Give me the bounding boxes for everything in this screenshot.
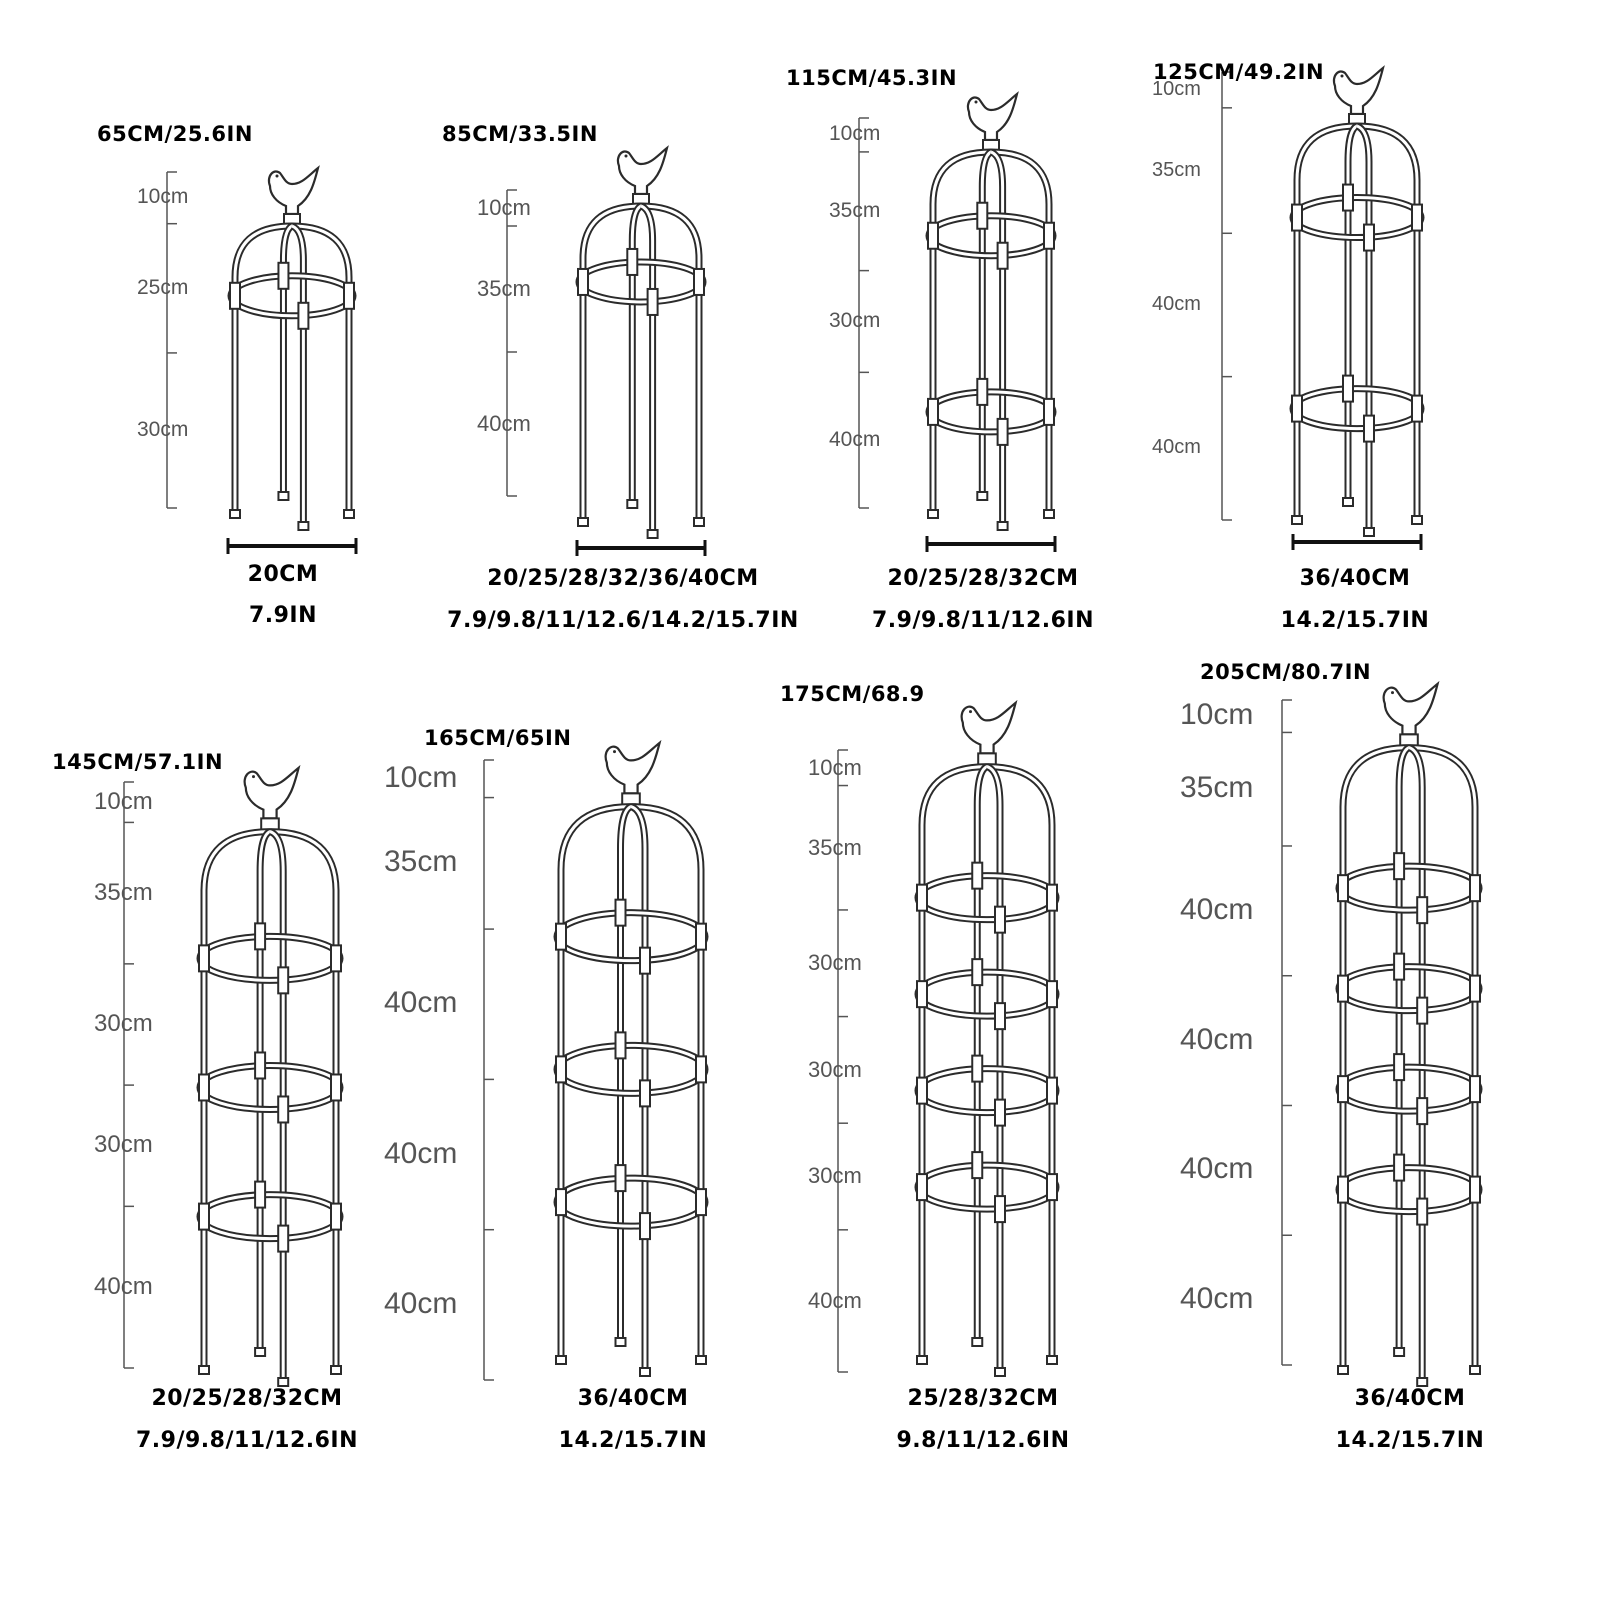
leg-foot xyxy=(1338,1366,1348,1374)
leg-foot xyxy=(1394,1348,1404,1356)
diameter-cm-label: 25/28/32CM xyxy=(907,1386,1059,1411)
ring-inner xyxy=(231,276,353,316)
leg-foot xyxy=(977,492,987,500)
diameter-in-label: 9.8/11/12.6IN xyxy=(896,1428,1070,1453)
segment-label: 30cm xyxy=(829,308,881,332)
ring-clip xyxy=(972,1152,982,1178)
ring-inner xyxy=(200,936,340,980)
ring-clip xyxy=(1047,1174,1057,1200)
leg-foot xyxy=(278,492,288,500)
outer-arch xyxy=(922,767,1052,1356)
ring-clip xyxy=(1343,185,1353,211)
diameter-cm-label: 20/25/28/32CM xyxy=(151,1386,343,1411)
height-label: 115CM/45.3IN xyxy=(786,66,958,90)
leg-foot xyxy=(648,530,658,538)
ring-clip xyxy=(696,1189,706,1215)
height-label: 65CM/25.6IN xyxy=(97,122,253,146)
leg-foot xyxy=(1044,510,1054,518)
leg-foot xyxy=(998,522,1008,530)
ring-clip xyxy=(972,863,982,889)
ring-clip xyxy=(928,223,938,249)
segment-label: 35cm xyxy=(808,834,862,860)
leg-foot xyxy=(1047,1356,1057,1364)
ring-clip xyxy=(1343,376,1353,402)
ring-clip xyxy=(556,1189,566,1215)
leg-foot xyxy=(640,1368,650,1376)
inner-leg xyxy=(1357,126,1369,528)
ring-clip xyxy=(616,1165,626,1191)
trellis-2 xyxy=(507,148,705,556)
ring-inner xyxy=(1339,866,1479,910)
ring-clip xyxy=(1412,205,1422,231)
outer-arch xyxy=(235,226,349,510)
ring-clip xyxy=(578,269,588,295)
ring-clip xyxy=(1047,1078,1057,1104)
ring-clip xyxy=(556,1056,566,1082)
height-scale xyxy=(507,190,517,496)
ring-clip xyxy=(917,981,927,1007)
outer-arch-inner xyxy=(235,226,349,510)
outer-arch-inner xyxy=(933,152,1049,510)
height-scale xyxy=(167,172,177,508)
ring-inner xyxy=(1339,1067,1479,1111)
ring-clip xyxy=(1044,223,1054,249)
outer-arch-inner xyxy=(561,807,701,1356)
ring-clip xyxy=(1412,396,1422,422)
ring-clip xyxy=(998,243,1008,269)
leg-foot xyxy=(199,1366,209,1374)
trellis-3 xyxy=(859,94,1055,552)
ring-clip xyxy=(1394,1155,1404,1181)
diameter-in-label: 7.9/9.8/11/12.6/14.2/15.7IN xyxy=(447,608,799,633)
diameter-in-label: 7.9IN xyxy=(248,603,318,628)
segment-label: 40cm xyxy=(1180,1282,1254,1316)
leg-foot xyxy=(972,1338,982,1346)
inner-leg-inner xyxy=(977,767,987,1338)
ring-inner xyxy=(1339,967,1479,1011)
ring-inner xyxy=(929,216,1053,256)
segment-label: 40cm xyxy=(1180,1022,1254,1056)
ring-clip xyxy=(972,959,982,985)
diameter-cm-label: 36/40CM xyxy=(1354,1386,1466,1411)
ring-clip xyxy=(1338,1076,1348,1102)
ring-inner xyxy=(918,1069,1056,1113)
inner-leg-inner xyxy=(1348,126,1357,498)
ring-inner xyxy=(1293,389,1421,429)
outer-arch xyxy=(204,832,336,1366)
segment-label: 25cm xyxy=(137,275,189,299)
ring-inner xyxy=(557,1178,705,1226)
leg-foot xyxy=(1417,1378,1427,1386)
leg-foot xyxy=(1412,516,1422,524)
trellis-6 xyxy=(484,743,706,1380)
ring-clip xyxy=(1394,1054,1404,1080)
ring-clip xyxy=(1470,875,1480,901)
ring-inner xyxy=(929,392,1053,432)
inner-leg-inner xyxy=(1399,748,1409,1348)
segment-label: 10cm xyxy=(137,185,189,209)
ring-clip xyxy=(331,1204,341,1230)
ring-clip xyxy=(648,289,658,315)
ring-clip xyxy=(278,1226,288,1252)
inner-leg-inner xyxy=(260,832,270,1348)
ring-clip xyxy=(255,1052,265,1078)
inner-leg xyxy=(292,226,303,522)
trellis-7 xyxy=(838,703,1057,1376)
diameter-in-label: 14.2/15.7IN xyxy=(1335,1428,1485,1453)
segment-label: 30cm xyxy=(808,1056,862,1082)
ring-clip xyxy=(1470,976,1480,1002)
ring-clip xyxy=(917,1174,927,1200)
ring-clip xyxy=(696,1056,706,1082)
ring-clip xyxy=(998,419,1008,445)
leg-foot xyxy=(331,1366,341,1374)
segment-label: 10cm xyxy=(94,787,153,815)
outer-arch xyxy=(561,807,701,1356)
inner-leg xyxy=(1409,748,1422,1378)
ring-clip xyxy=(278,263,288,289)
segment-label: 10cm xyxy=(829,122,881,146)
height-label: 175CM/68.9 xyxy=(780,682,925,706)
ring-clip xyxy=(1047,981,1057,1007)
ring-inner xyxy=(918,1165,1056,1209)
segment-label: 40cm xyxy=(1180,892,1254,926)
ring-clip xyxy=(255,923,265,949)
ring-clip xyxy=(1417,1098,1427,1124)
segment-label: 35cm xyxy=(94,878,153,906)
ring-clip xyxy=(230,283,240,309)
ring-clip xyxy=(1417,897,1427,923)
ring-clip xyxy=(298,303,308,329)
leg-foot xyxy=(230,510,240,518)
segment-label: 35cm xyxy=(384,845,458,879)
outer-arch-inner xyxy=(1297,126,1417,516)
leg-foot xyxy=(278,1378,288,1386)
diameter-in-label: 7.9/9.8/11/12.6IN xyxy=(871,608,1095,633)
segment-label: 10cm xyxy=(1152,77,1201,100)
outer-arch-inner xyxy=(1343,748,1475,1366)
ring-clip xyxy=(1394,853,1404,879)
diameter-cm-label: 20CM xyxy=(247,562,319,587)
ring-clip xyxy=(696,924,706,950)
inner-leg xyxy=(621,807,632,1338)
ring-clip xyxy=(995,1003,1005,1029)
leg-foot xyxy=(995,1368,1005,1376)
diameter-cm-label: 36/40CM xyxy=(1299,566,1411,591)
diameter-cm-label: 20/25/28/32CM xyxy=(887,566,1079,591)
leg-foot xyxy=(298,522,308,530)
ring-clip xyxy=(331,1074,341,1100)
height-scale xyxy=(484,760,494,1380)
leg-foot xyxy=(344,510,354,518)
segment-label: 10cm xyxy=(477,194,531,220)
ring-clip xyxy=(1292,205,1302,231)
ring-clip xyxy=(1338,976,1348,1002)
height-scale xyxy=(1222,72,1232,520)
leg-foot xyxy=(694,518,704,526)
ring-clip xyxy=(616,900,626,926)
bird-eye xyxy=(969,710,972,713)
ring-clip xyxy=(928,399,938,425)
segment-label: 40cm xyxy=(829,427,881,451)
segment-label: 35cm xyxy=(1180,771,1254,805)
trellis-4 xyxy=(1222,68,1422,550)
segment-label: 40cm xyxy=(384,1136,458,1170)
outer-arch xyxy=(1343,748,1475,1366)
ring-clip xyxy=(1292,396,1302,422)
diameter-in-label: 7.9/9.8/11/12.6IN xyxy=(135,1428,359,1453)
segment-label: 40cm xyxy=(384,1286,458,1320)
ring-clip xyxy=(694,269,704,295)
ring-clip xyxy=(1044,399,1054,425)
leg-foot xyxy=(917,1356,927,1364)
inner-leg xyxy=(641,206,653,530)
segment-label: 40cm xyxy=(94,1272,153,1300)
ring-clip xyxy=(995,1100,1005,1126)
outer-arch-inner xyxy=(204,832,336,1366)
ring-clip xyxy=(995,1196,1005,1222)
outer-arch-inner xyxy=(922,767,1052,1356)
leg-foot xyxy=(1470,1366,1480,1374)
ring-clip xyxy=(1470,1076,1480,1102)
ring-clip xyxy=(255,1182,265,1208)
ring-inner xyxy=(557,913,705,961)
ring-clip xyxy=(556,924,566,950)
ring-inner xyxy=(557,1045,705,1093)
segment-label: 30cm xyxy=(808,1163,862,1189)
leg-foot xyxy=(556,1356,566,1364)
height-label: 85CM/33.5IN xyxy=(442,122,598,146)
bird-eye xyxy=(975,101,978,104)
trellis-5 xyxy=(124,768,341,1386)
ring-clip xyxy=(616,1032,626,1058)
leg-foot xyxy=(1364,528,1374,536)
segment-label: 10cm xyxy=(808,754,862,780)
segment-label: 30cm xyxy=(94,1010,153,1038)
segment-label: 10cm xyxy=(384,760,458,794)
diameter-cm-label: 36/40CM xyxy=(577,1386,689,1411)
inner-leg xyxy=(991,152,1003,522)
ring-clip xyxy=(199,1204,209,1230)
segment-label: 30cm xyxy=(808,950,862,976)
ring-inner xyxy=(918,972,1056,1016)
height-label: 165CM/65IN xyxy=(424,726,572,750)
ring-clip xyxy=(1417,998,1427,1024)
segment-label: 30cm xyxy=(94,1131,153,1159)
height-label: 145CM/57.1IN xyxy=(52,750,224,774)
diameter-cm-label: 20/25/28/32/36/40CM xyxy=(487,566,759,591)
ring-clip xyxy=(977,203,987,229)
diameter-in-label: 14.2/15.7IN xyxy=(558,1428,708,1453)
leg-foot xyxy=(1343,498,1353,506)
ring-inner xyxy=(579,262,703,302)
bird-eye xyxy=(613,750,616,753)
ring-clip xyxy=(640,1213,650,1239)
diameter-in-label: 14.2/15.7IN xyxy=(1280,608,1430,633)
ring-clip xyxy=(917,885,927,911)
outer-arch xyxy=(1297,126,1417,516)
ring-clip xyxy=(1394,954,1404,980)
ring-clip xyxy=(627,249,637,275)
ring-clip xyxy=(917,1078,927,1104)
trellis-8 xyxy=(1282,684,1480,1386)
bird-eye xyxy=(252,775,255,778)
ring-clip xyxy=(278,967,288,993)
ring-clip xyxy=(1364,225,1374,251)
leg-foot xyxy=(255,1348,265,1356)
leg-foot xyxy=(627,500,637,508)
ring-clip xyxy=(640,1080,650,1106)
leg-foot xyxy=(696,1356,706,1364)
ring-clip xyxy=(1417,1199,1427,1225)
ring-inner xyxy=(1339,1168,1479,1212)
ring-inner xyxy=(200,1065,340,1109)
bird-eye xyxy=(276,175,279,178)
segment-label: 10cm xyxy=(1180,698,1254,732)
ring-inner xyxy=(200,1195,340,1239)
ring-clip xyxy=(640,948,650,974)
height-scale xyxy=(1282,700,1292,1365)
ring-clip xyxy=(972,1056,982,1082)
bird-eye xyxy=(1391,691,1394,694)
leg-foot xyxy=(928,510,938,518)
outer-arch-inner xyxy=(583,206,699,518)
segment-label: 40cm xyxy=(477,410,531,436)
ring-clip xyxy=(199,945,209,971)
segment-label: 40cm xyxy=(384,986,458,1020)
ring-clip xyxy=(1364,416,1374,442)
segment-label: 40cm xyxy=(1152,436,1201,459)
bird-eye xyxy=(625,155,628,158)
ring-clip xyxy=(1047,885,1057,911)
trellis-1 xyxy=(167,168,356,554)
ring-clip xyxy=(278,1096,288,1122)
segment-label: 35cm xyxy=(829,198,881,222)
leg-foot xyxy=(1292,516,1302,524)
ring-clip xyxy=(977,379,987,405)
height-label: 205CM/80.7IN xyxy=(1200,660,1372,684)
bird-eye xyxy=(1341,75,1344,78)
ring-clip xyxy=(199,1074,209,1100)
leg-foot xyxy=(616,1338,626,1346)
ring-clip xyxy=(344,283,354,309)
segment-label: 30cm xyxy=(137,417,189,441)
ring-clip xyxy=(1338,1177,1348,1203)
segment-label: 35cm xyxy=(477,275,531,301)
segment-label: 35cm xyxy=(1152,158,1201,181)
ring-clip xyxy=(1338,875,1348,901)
ring-clip xyxy=(1470,1177,1480,1203)
ring-inner xyxy=(918,876,1056,920)
segment-label: 40cm xyxy=(1180,1152,1254,1186)
ring-inner xyxy=(1293,198,1421,238)
segment-label: 40cm xyxy=(1152,292,1201,315)
segment-label: 40cm xyxy=(808,1287,862,1313)
leg-foot xyxy=(578,518,588,526)
height-label: 125CM/49.2IN xyxy=(1153,60,1325,84)
ring-clip xyxy=(331,945,341,971)
outer-arch xyxy=(583,206,699,518)
ring-clip xyxy=(995,907,1005,933)
outer-arch xyxy=(933,152,1049,510)
